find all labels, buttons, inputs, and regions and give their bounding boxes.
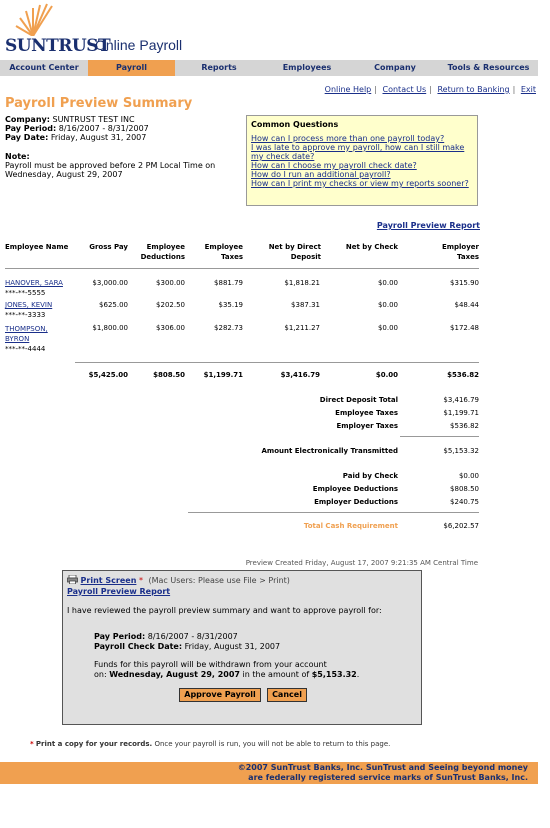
total-deductions: $808.50 — [153, 371, 185, 379]
footer — [0, 762, 538, 784]
funds-amount-label: in the amount of — [239, 670, 312, 679]
faq-link[interactable]: How can I print my checks or view my reports sooner? — [251, 179, 469, 188]
printer-icon[interactable] — [67, 575, 78, 584]
approval-box — [62, 570, 422, 725]
approve-check-date-value: Friday, August 31, 2007 — [184, 642, 281, 651]
brand-name: SUNTRUST — [5, 36, 111, 56]
common-questions-box — [246, 115, 478, 206]
totals-divider — [75, 362, 479, 363]
deductions-cell: $306.00 — [156, 324, 185, 332]
gross-pay-cell: $1,800.00 — [92, 324, 128, 332]
preview-created-timestamp: Preview Created Friday, August 17, 2007 9:21:35 AM Central Time — [245, 559, 478, 567]
required-asterisk: * — [138, 576, 143, 585]
summary-divider — [400, 436, 479, 437]
employer-taxes-cell: $172.48 — [450, 324, 479, 332]
mac-users-note: (Mac Users: Please use File > Print) — [148, 576, 290, 585]
approval-intro: I have reviewed the payroll preview summary and want to approve payroll for: — [67, 606, 382, 615]
note-label: Note: — [5, 152, 30, 161]
employee-ssn: ***-**-5555 — [5, 289, 46, 297]
col-gross-pay: Gross Pay — [89, 243, 128, 251]
common-questions-title: Common Questions — [251, 120, 339, 129]
approve-period-value: 8/16/2007 - 8/31/2007 — [147, 632, 238, 641]
summary-value: $240.75 — [450, 498, 479, 506]
total-employer-taxes: $536.82 — [447, 371, 479, 379]
summary-value: $3,416.79 — [443, 396, 479, 404]
employee-ssn: ***-**-4444 — [5, 345, 46, 353]
col-net-by-check: Net by Check — [345, 243, 398, 251]
pay-date-value: Friday, August 31, 2007 — [50, 133, 147, 142]
return-to-banking-link[interactable]: Return to Banking — [437, 85, 510, 94]
summary-label: Employee Deductions — [312, 485, 398, 493]
direct-deposit-cell: $1,211.27 — [284, 324, 320, 332]
company-value: SUNTRUST TEST INC — [52, 115, 135, 124]
nav-company[interactable]: Company — [374, 63, 416, 72]
check-cell: $0.00 — [377, 279, 398, 287]
suntrust-sun-logo — [12, 2, 54, 36]
approval-note — [5, 152, 235, 179]
note-text: Payroll must be approved before 2 PM Local Time on Wednesday, August 29, 2007 — [5, 161, 216, 179]
approve-period-label: Pay Period: — [94, 632, 146, 641]
approve-payroll-button[interactable]: Approve Payroll — [179, 688, 261, 702]
cancel-button[interactable]: Cancel — [267, 688, 307, 702]
exit-link[interactable]: Exit — [520, 85, 536, 94]
faq-link[interactable]: How can I choose my payroll check date? — [251, 161, 417, 170]
employee-ssn: ***-**-3333 — [5, 311, 46, 319]
taxes-cell: $35.19 — [218, 301, 243, 309]
col-employer-taxes: Employer Taxes — [441, 243, 479, 261]
pay-period-label: Pay Period: — [5, 124, 57, 133]
funds-period: . — [356, 670, 360, 679]
main-nav — [0, 60, 538, 76]
payroll-preview-report-link[interactable]: Payroll Preview Report — [376, 221, 480, 230]
footer-line1: ©2007 SunTrust Banks, Inc. SunTrust and Seeing beyond money — [237, 763, 528, 772]
taxes-cell: $282.73 — [214, 324, 243, 332]
footnote-text: Once your payroll is run, you will not be able to return to this page. — [152, 740, 391, 748]
check-cell: $0.00 — [377, 324, 398, 332]
approve-check-date — [94, 642, 280, 651]
faq-link[interactable]: I was late to approve my payroll, how can I still make my check date? — [251, 143, 465, 161]
faq-link[interactable]: How do I run an additional payroll? — [251, 170, 391, 179]
summary-value: $5,153.32 — [443, 447, 479, 455]
summary-value: $536.82 — [450, 422, 479, 430]
funds-amount: $5,153.32 — [311, 670, 357, 679]
employee-name-link[interactable]: THOMPSON, BYRON — [5, 325, 48, 343]
total-gross-pay: $5,425.00 — [88, 371, 128, 379]
summary-label: Employee Taxes — [335, 409, 398, 417]
col-employee-deductions: Employee Deductions — [140, 243, 185, 261]
summary-label: Amount Electronically Transmitted — [261, 447, 398, 455]
employer-taxes-cell: $315.90 — [450, 279, 479, 287]
print-screen-link[interactable]: Print Screen — [80, 576, 137, 585]
approve-period — [94, 632, 238, 641]
funds-notice-line1: Funds for this payroll will be withdrawn from your account — [94, 660, 327, 669]
col-net-direct-deposit: Net by Direct Deposit — [268, 243, 321, 261]
utility-links: Online Help | Contact Us | Return to Banking | Exit — [324, 85, 536, 94]
col-employee-name: Employee Name — [5, 243, 69, 251]
employee-name-link[interactable]: JONES, KEVIN — [5, 301, 53, 309]
pay-period-value: 8/16/2007 - 8/31/2007 — [58, 124, 149, 133]
company-label: Company: — [5, 115, 50, 124]
gross-pay-cell: $625.00 — [99, 301, 128, 309]
summary-label: Employer Taxes — [336, 422, 398, 430]
funds-notice-line2 — [94, 670, 359, 679]
direct-deposit-cell: $1,818.21 — [284, 279, 320, 287]
total-cash-requirement-label: Total Cash Requirement — [303, 522, 398, 530]
pay-date-label: Pay Date: — [5, 133, 49, 142]
summary-label: Direct Deposit Total — [319, 396, 398, 404]
footnote-bold: Print a copy for your records. — [35, 740, 153, 748]
funds-on-label: on: — [94, 670, 110, 679]
footnote — [30, 740, 390, 748]
footnote-asterisk: * — [30, 740, 34, 748]
check-cell: $0.00 — [377, 301, 398, 309]
product-name: Online Payroll — [95, 37, 183, 53]
page-title: Payroll Preview Summary — [5, 96, 193, 111]
total-taxes: $1,199.71 — [203, 371, 243, 379]
deductions-cell: $300.00 — [156, 279, 185, 287]
employer-taxes-cell: $48.44 — [454, 301, 479, 309]
total-divider — [188, 512, 479, 513]
gross-pay-cell: $3,000.00 — [92, 279, 128, 287]
funds-date: Wednesday, August 29, 2007 — [109, 670, 240, 679]
payroll-preview-report-link-box[interactable]: Payroll Preview Report — [67, 587, 171, 596]
approve-check-date-label: Payroll Check Date: — [94, 642, 183, 651]
employee-name-link[interactable]: HANOVER, SARA — [5, 279, 63, 287]
nav-tools-resources[interactable]: Tools & Resources — [447, 63, 530, 72]
nav-account-center[interactable]: Account Center — [9, 63, 79, 72]
summary-label: Employer Deductions — [314, 498, 398, 506]
direct-deposit-cell: $387.31 — [291, 301, 320, 309]
summary-value: $0.00 — [458, 472, 479, 480]
contact-us-link[interactable]: Contact Us — [382, 85, 427, 94]
taxes-cell: $881.79 — [214, 279, 243, 287]
total-direct-deposit: $3,416.79 — [280, 371, 320, 379]
col-employee-taxes: Employee Taxes — [204, 243, 243, 261]
summary-value: $1,199.71 — [443, 409, 479, 417]
online-help-link[interactable]: Online Help — [324, 85, 372, 94]
print-row — [67, 575, 290, 585]
summary-value: $808.50 — [450, 485, 479, 493]
nav-payroll[interactable]: Payroll — [88, 60, 175, 76]
total-check: $0.00 — [375, 371, 398, 379]
header-divider — [5, 268, 479, 269]
faq-link[interactable]: How can I process more than one payroll today? — [251, 134, 445, 143]
payroll-info — [5, 115, 149, 142]
total-cash-requirement-value: $6,202.57 — [443, 522, 479, 530]
nav-reports[interactable]: Reports — [201, 63, 237, 72]
nav-employees[interactable]: Employees — [282, 63, 332, 72]
footer-line2: are federally registered service marks of SunTrust Banks, Inc. — [248, 773, 528, 782]
deductions-cell: $202.50 — [156, 301, 185, 309]
summary-label: Paid by Check — [342, 472, 398, 480]
